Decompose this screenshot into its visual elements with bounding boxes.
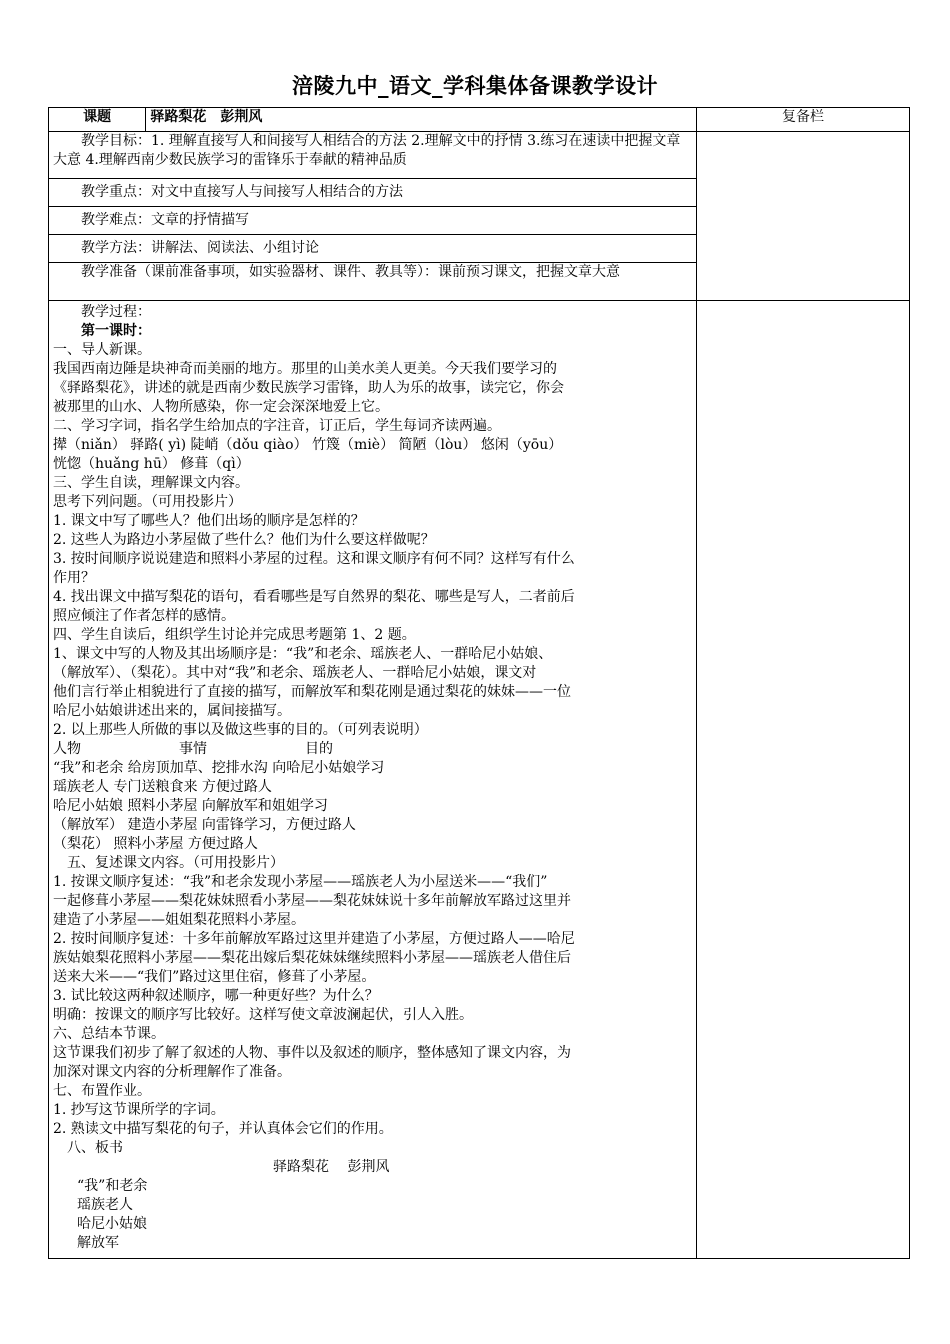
process-line: 人物 事情 目的 xyxy=(53,741,333,757)
process-line: “我”和老余 给房顶加草、挖排水沟 向哈尼小姑娘学习 xyxy=(53,760,385,776)
process-line: 三、学生自读，理解课文内容。 xyxy=(53,475,249,491)
process-heading: 教学过程： xyxy=(81,304,151,320)
process-line: 加深对课文内容的分析理解作了准备。 xyxy=(53,1064,291,1080)
process-line: 瑶族老人 专门送粮食来 方便过路人 xyxy=(53,779,272,795)
process-line: 族姑娘梨花照料小茅屋——梨花出嫁后梨花妹妹继续照料小茅屋——瑶族老人借住后 xyxy=(53,950,571,966)
process-line: 被那里的山水、人物所感染，你一定会深深地爱上它。 xyxy=(53,399,389,415)
process-line: 八、板书 xyxy=(53,1140,123,1156)
process-line: （梨花） 照料小茅屋 方便过路人 xyxy=(53,836,258,852)
process-line: 七、布置作业。 xyxy=(53,1083,151,1099)
topic-value: 驿路梨花 彭荆风 xyxy=(146,108,697,132)
process-line: 撵（niǎn） 驿路( yì) 陡峭（dǒu qiào） 竹篾（miè） 简陋（lòu） 悠闲（yōu） xyxy=(53,437,563,453)
process-line: 哈尼小姑娘讲述出来的，属间接描写。 xyxy=(53,703,291,719)
board-item: 哈尼小姑娘 xyxy=(77,1216,147,1232)
process-line: 3. 按时间顺序说说建造和照料小茅屋的过程。这和课文顺序有何不同？这样写有什么 xyxy=(53,551,575,567)
process-line: 1、课文中写的人物及其出场顺序是：“我”和老余、瑶族老人、一群哈尼小姑娘、 xyxy=(53,646,553,662)
process-line: 恍惚（huǎng hū） 修葺（qì） xyxy=(53,456,250,472)
process-line: 五、复述课文内容。（可用投影片） xyxy=(53,855,284,871)
process-line: （解放军）、（梨花）。其中对“我”和老余、瑶族老人、一群哈尼小姑娘，课文对 xyxy=(53,665,537,681)
process-line: 明确：按课文的顺序写比较好。这样写使文章波澜起伏，引人入胜。 xyxy=(53,1007,473,1023)
process-line: 我国西南边陲是块神奇而美丽的地方。那里的山美水美人更美。今天我们要学习的 xyxy=(53,361,557,377)
teaching-preparation: 教学准备（课前准备事项，如实验器材、课件、教具等）：课前预习课文，把握文章大意 xyxy=(49,263,697,301)
review-column-header: 复备栏 xyxy=(697,108,910,132)
process-line: 一、导人新课。 xyxy=(53,342,151,358)
process-line: 这节课我们初步了解了叙述的人物、事件以及叙述的顺序，整体感知了课文内容，为 xyxy=(53,1045,571,1061)
process-line: 2. 这些人为路边小茅屋做了些什么？他们为什么要这样做呢？ xyxy=(53,532,435,548)
process-line: 送来大米——“我们”路过这里住宿，修葺了小茅屋。 xyxy=(53,969,376,985)
board-item: 瑶族老人 xyxy=(77,1197,133,1213)
teaching-difficulty: 教学难点：文章的抒情描写 xyxy=(49,207,697,235)
board-item: 解放军 xyxy=(77,1235,119,1251)
lesson-plan-table xyxy=(48,107,910,1259)
process-line: 他们言行举止相貌进行了直接的描写，而解放军和梨花刚是通过梨花的妹妹——一位 xyxy=(53,684,571,700)
board-items xyxy=(53,1177,692,1253)
process-line: 《驿路梨花》，讲述的就是西南少数民族学习雷锋，助人为乐的故事，读完它，你会 xyxy=(53,380,564,396)
process-line: （解放军） 建造小茅屋 向雷锋学习，方便过路人 xyxy=(53,817,356,833)
process-line: 1. 按课文顺序复述：“我”和老余发现小茅屋——瑶族老人为小屋送米——“我们” xyxy=(53,874,548,890)
lesson-heading: 第一课时： xyxy=(81,323,151,339)
topic-label: 课题 xyxy=(49,108,146,132)
process-line: 作用？ xyxy=(53,570,95,586)
process-line: 二、学习字词，指名学生给加点的字注音，订正后，学生每词齐读两遍。 xyxy=(53,418,501,434)
process-line: 思考下列问题。（可用投影片） xyxy=(53,494,242,510)
process-line: 1. 课文中写了哪些人？他们出场的顺序是怎样的？ xyxy=(53,513,365,529)
process-line: 2. 熟读文中描写梨花的句子，并认真体会它们的作用。 xyxy=(53,1121,393,1137)
board-title: 驿路梨花 彭荆风 xyxy=(273,1159,390,1175)
process-line: 一起修葺小茅屋——梨花妹妹照看小茅屋——梨花妹妹说十多年前解放军路过这里并 xyxy=(53,893,571,909)
document-title: 涪陵九中_语文_学科集体备课教学设计 xyxy=(292,73,658,98)
process-line: 1. 抄写这节课所学的字词。 xyxy=(53,1102,225,1118)
process-lines xyxy=(53,341,692,1158)
process-line: 3. 试比较这两种叙述顺序，哪一种更好些？为什么？ xyxy=(53,988,379,1004)
teaching-method: 教学方法：讲解法、阅读法、小组讨论 xyxy=(49,235,697,263)
process-line: 4. 找出课文中描写梨花的语句，看看哪些是写自然界的梨花、哪些是写人，二者前后 xyxy=(53,589,575,605)
process-line: 2. 以上那些人所做的事以及做这些事的目的。（可列表说明） xyxy=(53,722,428,738)
process-line: 照应倾注了作者怎样的感情。 xyxy=(53,608,235,624)
board-item: “我”和老余 xyxy=(77,1178,148,1194)
process-line: 建造了小茅屋——姐姐梨花照料小茅屋。 xyxy=(53,912,305,928)
teaching-goals: 教学目标：1. 理解直接写人和间接写人相结合的方法 2.理解文中的抒情 3.练习在速读中把握文章大意 4.理解西南少数民族学习的雷锋乐于奉献的精神品质 xyxy=(49,132,697,179)
process-line: 哈尼小姑娘 照料小茅屋 向解放军和姐姐学习 xyxy=(53,798,328,814)
process-line: 2. 按时间顺序复述：十多年前解放军路过这里并建造了小茅屋，方便过路人——哈尼 xyxy=(53,931,575,947)
process-line: 四、学生自读后，组织学生讨论并完成思考题第 1、2 题。 xyxy=(53,627,416,643)
teaching-process xyxy=(49,301,697,1259)
process-line: 六、总结本节课。 xyxy=(53,1026,165,1042)
review-column-cell xyxy=(697,132,910,301)
teaching-key-point: 教学重点：对文中直接写人与间接写人相结合的方法 xyxy=(49,179,697,207)
review-column-process-cell xyxy=(697,301,910,1259)
